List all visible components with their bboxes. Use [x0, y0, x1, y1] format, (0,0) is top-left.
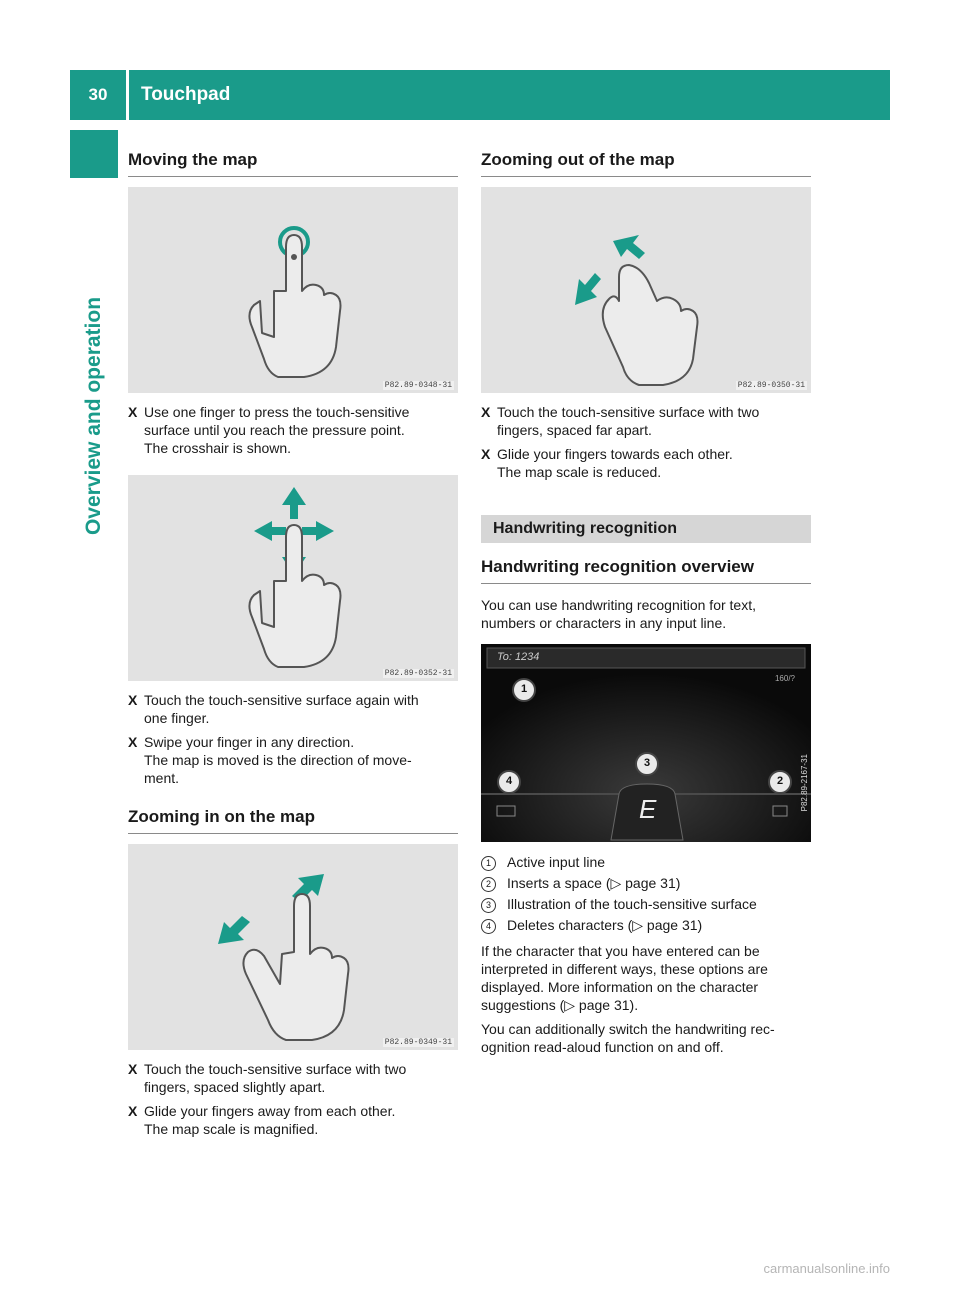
image-code: P82.89-0348-31 — [384, 381, 452, 390]
step-marker-icon: X — [481, 404, 491, 420]
zoom-in-heading: Zooming in on the map — [128, 807, 458, 834]
zoom-out-heading: Zooming out of the map — [481, 150, 811, 177]
handwriting-screen-illustration — [481, 644, 811, 842]
moving-steps-2 — [128, 691, 458, 787]
callout-legend — [481, 852, 811, 936]
zoom-in-steps — [128, 1060, 458, 1138]
hand-zoom-in-icon — [128, 844, 458, 1050]
sidebar-label: Overview and operation — [82, 296, 105, 536]
legend-item: 2 Inserts a space (▷ page 31) — [481, 873, 811, 894]
callout-1: 1 — [520, 683, 528, 695]
left-column — [128, 150, 458, 1144]
legend-item: 4 Deletes characters (▷ page 31) — [481, 915, 811, 936]
swipe-gesture-illustration — [128, 475, 458, 681]
callout-3: 3 — [643, 757, 651, 769]
moving-steps-1 — [128, 403, 458, 457]
handwritten-character: E — [639, 794, 657, 824]
handwriting-section-heading: Handwriting recognition — [481, 515, 811, 543]
callout-number-icon: 2 — [481, 877, 496, 892]
step-item: X Use one finger to press the touch-sensitive surface until you reach the pressure point. The crosshair is shown. — [128, 404, 410, 456]
moving-map-heading: Moving the map — [128, 150, 458, 177]
hand-press-icon — [128, 187, 458, 393]
callout-number-icon: 3 — [481, 898, 496, 913]
callout-2: 2 — [776, 775, 784, 787]
character-counter: 160/? — [774, 674, 795, 683]
press-gesture-illustration — [128, 187, 458, 393]
step-item: X Touch the touch-sensitive surface with two fingers, spaced far apart. — [481, 404, 760, 438]
image-code: P82.89-0352-31 — [384, 669, 452, 678]
hand-zoom-out-icon — [481, 187, 811, 393]
handwriting-paragraph-1: If the character that you have entered can be interpreted in different ways, these options are displayed. More information on the character suggestions (▷ page 31). — [481, 943, 768, 1013]
callout-4: 4 — [505, 775, 513, 787]
page-number: 30 — [88, 85, 108, 104]
zoom-in-gesture-illustration — [128, 844, 458, 1050]
legend-item: 3 Illustration of the touch-sensitive surface — [481, 894, 811, 915]
header-divider — [126, 70, 129, 120]
step-item: X Touch the touch-sensitive surface again with one finger. — [128, 692, 419, 726]
callout-number-icon: 1 — [481, 856, 496, 871]
callout-number-icon: 4 — [481, 919, 496, 934]
step-item: X Swipe your finger in any direction. The map is moved is the direction of move- ment. — [128, 734, 412, 786]
step-item: X Glide your fingers away from each other. The map scale is magnified. — [128, 1103, 396, 1137]
image-code: P82.89-0350-31 — [737, 381, 805, 390]
zoom-out-gesture-illustration — [481, 187, 811, 393]
step-marker-icon: X — [128, 404, 138, 420]
image-code: P82.89-2167-31 — [800, 754, 809, 812]
step-marker-icon: X — [128, 1061, 138, 1077]
zoom-out-steps — [481, 403, 811, 481]
legend-item: 1 Active input line — [481, 852, 811, 873]
handwriting-intro: You can use handwriting recognition for text, numbers or characters in any input line. — [481, 597, 756, 631]
sidebar-block — [70, 130, 118, 178]
handwriting-paragraph-2: You can additionally switch the handwriting rec- ognition read-aloud function on and off. — [481, 1021, 775, 1055]
active-input-text: To: 1234 — [497, 651, 540, 663]
step-marker-icon: X — [481, 446, 491, 462]
step-marker-icon: X — [128, 692, 138, 708]
handwriting-overview-heading: Handwriting recognition overview — [481, 557, 811, 584]
step-item: X Touch the touch-sensitive surface with two fingers, spaced slightly apart. — [128, 1061, 407, 1095]
step-item: X Glide your fingers towards each other. The map scale is reduced. — [481, 446, 733, 480]
step-marker-icon: X — [128, 1103, 138, 1119]
watermark: carmanualsonline.info — [763, 1261, 890, 1276]
right-column — [481, 150, 811, 1056]
section-title: Touchpad — [141, 84, 231, 105]
step-marker-icon: X — [128, 734, 138, 750]
hand-swipe-icon — [128, 475, 458, 681]
image-code: P82.89-0349-31 — [384, 1038, 452, 1047]
